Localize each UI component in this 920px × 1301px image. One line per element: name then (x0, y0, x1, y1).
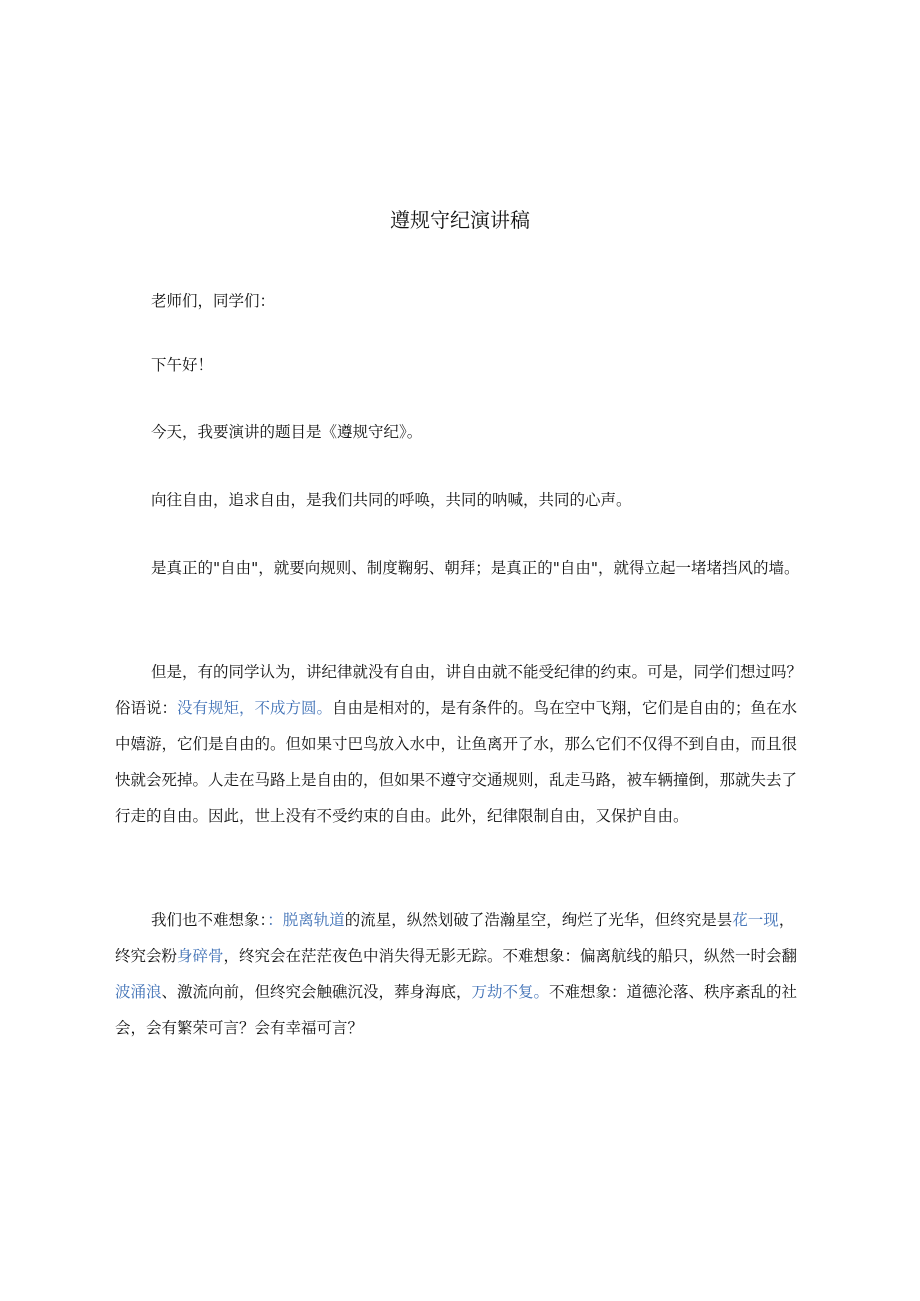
text-run: 是真正的"自由"，就要向规则、制度鞠躬、朝拜；是真正的"自由"，就得立起一堵堵挡风的墙。 (151, 559, 800, 577)
text-run: 老师们，同学们： (151, 292, 276, 310)
highlighted-phrase: 万劫不复。 (471, 983, 550, 1001)
text-run: 今天，我要演讲的题目是《遵规守纪》。 (151, 423, 423, 441)
text-run: 下午好！ (151, 356, 214, 374)
text-run: 不难想象：道德沦落、秩序紊乱的社会，会有繁荣可言？会有幸福可言？ (115, 983, 798, 1037)
paragraph-yearning-freedom (115, 482, 805, 518)
paragraph-discipline-freedom (115, 654, 805, 834)
paragraph-speech-topic (115, 414, 805, 450)
text-run: 、激流向前，但终究会触礁沉没，葬身海底， (161, 983, 472, 1001)
paragraph-good-afternoon (115, 347, 805, 383)
text-run: ，终究会粉 (115, 911, 795, 965)
highlighted-phrase: 身碎骨 (177, 947, 224, 965)
text-run: ，终究会在茫茫夜色中消失得无影无踪。不难想象：偏离航线的船只，纵然一时会翻 (223, 947, 798, 965)
paragraph-imagine (115, 902, 805, 1046)
paragraph-true-freedom (115, 550, 805, 586)
document-title: 遵规守纪演讲稿 (390, 208, 530, 232)
text-run: 我们也不难想象： (151, 911, 268, 929)
highlighted-phrase: 没有规矩，不成方圆。 (177, 699, 333, 717)
paragraph-greeting-teachers (115, 283, 805, 319)
text-run: 的流星，纵然划破了浩瀚星空，绚烂了光华，但终究是昙 (344, 911, 733, 929)
text-run: 但是，有的同学认为，讲纪律就没有自由，讲自由就不能受纪律的约束。可是，同学们想过吗？俗语说： (115, 663, 803, 717)
text-run: 向往自由，追求自由，是我们共同的呼唤，共同的呐喊，共同的心声。 (151, 491, 632, 509)
highlighted-phrase: 波涌浪 (115, 983, 162, 1001)
text-run: 自由是相对的，是有条件的。鸟在空中飞翔，它们是自由的；鱼在水中嬉游，它们是自由的。但如果寸巴鸟放入水中，让鱼离开了水，那么它们不仅得不到自由，而且很快就会死掉。人走在马路上是自由的，但如果不遵守交通规则，乱走马路，被车辆撞倒，那就失去了行走的自由。因此，世上没有不受约束的自由。此外，纪律限制自由，又保护自由。 (115, 699, 798, 825)
highlighted-phrase: ：脱离轨道 (267, 911, 345, 929)
highlighted-phrase: 花一现 (732, 911, 779, 929)
